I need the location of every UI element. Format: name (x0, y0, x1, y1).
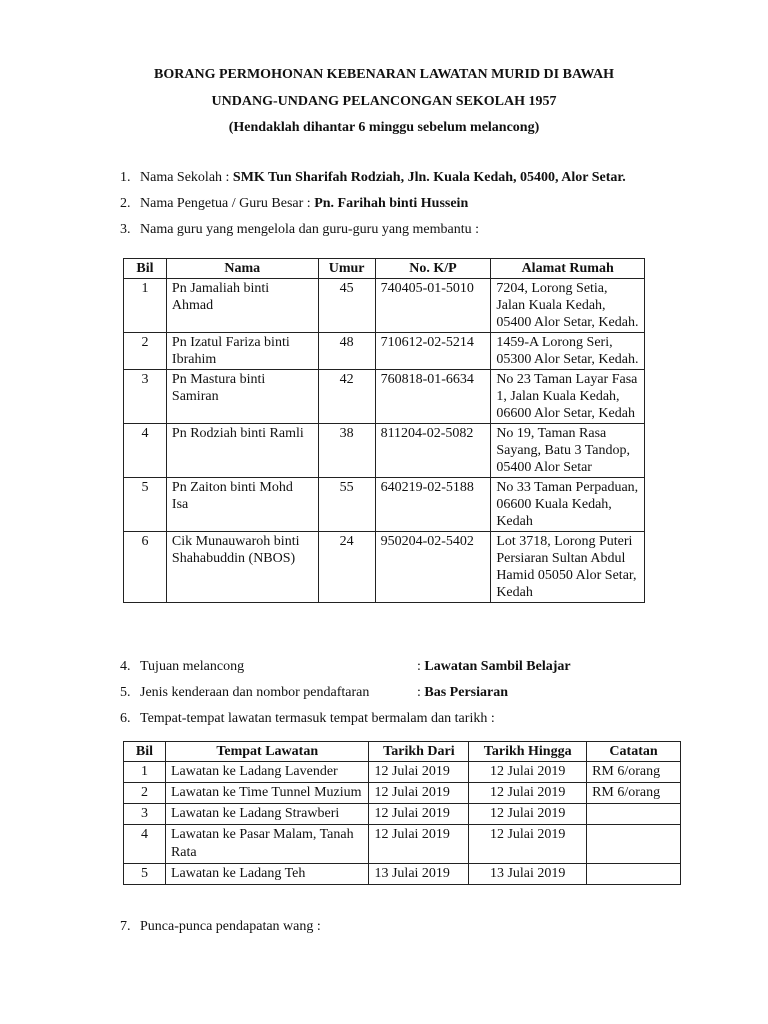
cell-tempat: Lawatan ke Pasar Malam, Tanah Rata (165, 825, 369, 864)
cell-kp: 950204-02-5402 (375, 532, 491, 603)
cell-alamat: No 19, Taman Rasa Sayang, Batu 3 Tandop, 05400 Alor Setar (491, 424, 645, 478)
cell-catatan (587, 825, 681, 864)
cell-kp: 760818-01-6634 (375, 370, 491, 424)
cell-alamat: 7204, Lorong Setia, Jalan Kuala Kedah, 05400 Alor Setar, Kedah. (491, 279, 645, 333)
cell-bil: 3 (124, 370, 167, 424)
col-header-tarikh-dari: Tarikh Dari (369, 742, 469, 762)
cell-bil: 2 (124, 783, 166, 804)
table-row (124, 279, 645, 333)
cell-nama: Pn Mastura binti Samiran (166, 370, 318, 424)
cell-bil: 2 (124, 333, 167, 370)
form-title-note: (Hendaklah dihantar 6 minggu sebelum melancong) (228, 120, 540, 135)
cell-tarikh-dari: 12 Julai 2019 (369, 762, 469, 783)
cell-nama: Cik Munauwaroh binti Shahabuddin (NBOS) (166, 532, 318, 603)
col-header-bil: Bil (124, 259, 167, 279)
cell-catatan: RM 6/orang (587, 762, 681, 783)
table-row (124, 424, 645, 478)
school-name-value: SMK Tun Sharifah Rodziah, Jln. Kuala Kedah, 05400, Alor Setar. (232, 170, 626, 185)
cell-kp: 811204-02-5082 (375, 424, 491, 478)
cell-bil: 6 (124, 532, 167, 603)
cell-tarikh-dari: 12 Julai 2019 (369, 783, 469, 804)
item-principal-name: 2. Nama Pengetua / Guru Besar : Pn. Farihah binti Hussein (120, 196, 469, 211)
places-header-row (124, 742, 681, 762)
col-header-kp: No. K/P (375, 259, 491, 279)
table-row (124, 762, 681, 783)
table-row (124, 864, 681, 885)
purpose-value: Lawatan Sambil Belajar (424, 659, 571, 674)
cell-nama: Pn Zaiton binti Mohd Isa (166, 478, 318, 532)
col-header-catatan: Catatan (587, 742, 681, 762)
teachers-table (123, 258, 645, 603)
cell-tempat: Lawatan ke Time Tunnel Muzium (165, 783, 369, 804)
item-funding-sources: 7. Punca-punca pendapatan wang : (120, 919, 321, 934)
item-vehicle: 5. Jenis kenderaan dan nombor pendaftaran : Bas Persiaran (120, 685, 508, 700)
item-places-heading: 6. Tempat-tempat lawatan termasuk tempat bermalam dan tarikh : (120, 711, 495, 726)
col-header-nama: Nama (166, 259, 318, 279)
cell-tarikh-hingga: 12 Julai 2019 (469, 804, 587, 825)
cell-nama: Pn Rodziah binti Ramli (166, 424, 318, 478)
vehicle-value: Bas Persiaran (424, 685, 508, 700)
col-header-bil: Bil (124, 742, 166, 762)
cell-bil: 5 (124, 864, 166, 885)
cell-kp: 640219-02-5188 (375, 478, 491, 532)
cell-tempat: Lawatan ke Ladang Strawberi (165, 804, 369, 825)
cell-tarikh-hingga: 12 Julai 2019 (469, 825, 587, 864)
form-title-line-1: BORANG PERMOHONAN KEBENARAN LAWATAN MURID DI BAWAH (154, 67, 614, 82)
cell-bil: 3 (124, 804, 166, 825)
cell-kp: 740405-01-5010 (375, 279, 491, 333)
cell-tarikh-dari: 12 Julai 2019 (369, 825, 469, 864)
col-header-tarikh-hingga: Tarikh Hingga (469, 742, 587, 762)
cell-umur: 55 (318, 478, 375, 532)
cell-alamat: Lot 3718, Lorong Puteri Persiaran Sultan Abdul Hamid 05050 Alor Setar, Kedah (491, 532, 645, 603)
cell-bil: 4 (124, 424, 167, 478)
col-header-alamat: Alamat Rumah (491, 259, 645, 279)
table-row (124, 478, 645, 532)
cell-catatan (587, 804, 681, 825)
cell-umur: 42 (318, 370, 375, 424)
teachers-header-row (124, 259, 645, 279)
cell-alamat: No 23 Taman Layar Fasa 1, Jalan Kuala Kedah, 06600 Alor Setar, Kedah (491, 370, 645, 424)
cell-tarikh-dari: 12 Julai 2019 (369, 804, 469, 825)
cell-bil: 4 (124, 825, 166, 864)
cell-catatan (587, 864, 681, 885)
item-school-name: 1. Nama Sekolah : SMK Tun Sharifah Rodziah, Jln. Kuala Kedah, 05400, Alor Setar. (120, 170, 626, 185)
cell-alamat: No 33 Taman Perpaduan, 06600 Kuala Kedah, Kedah (491, 478, 645, 532)
places-table (123, 741, 681, 885)
principal-name-value: Pn. Farihah binti Hussein (314, 196, 469, 211)
cell-alamat: 1459-A Lorong Seri, 05300 Alor Setar, Kedah. (491, 333, 645, 370)
cell-tarikh-hingga: 13 Julai 2019 (469, 864, 587, 885)
cell-nama: Pn Izatul Fariza binti Ibrahim (166, 333, 318, 370)
cell-catatan: RM 6/orang (587, 783, 681, 804)
table-row (124, 532, 645, 603)
table-row (124, 333, 645, 370)
cell-umur: 48 (318, 333, 375, 370)
item-teachers-heading: 3. Nama guru yang mengelola dan guru-guru yang membantu : (120, 222, 480, 237)
cell-tempat: Lawatan ke Ladang Teh (165, 864, 369, 885)
cell-tarikh-dari: 13 Julai 2019 (369, 864, 469, 885)
cell-tarikh-hingga: 12 Julai 2019 (469, 762, 587, 783)
cell-tempat: Lawatan ke Ladang Lavender (165, 762, 369, 783)
cell-bil: 1 (124, 762, 166, 783)
form-title-line-2: UNDANG-UNDANG PELANCONGAN SEKOLAH 1957 (211, 94, 557, 109)
cell-kp: 710612-02-5214 (375, 333, 491, 370)
table-row (124, 825, 681, 864)
item-purpose: 4. Tujuan melancong : Lawatan Sambil Belajar (120, 659, 571, 674)
cell-tarikh-hingga: 12 Julai 2019 (469, 783, 587, 804)
cell-bil: 1 (124, 279, 167, 333)
cell-bil: 5 (124, 478, 167, 532)
table-row (124, 804, 681, 825)
cell-umur: 38 (318, 424, 375, 478)
col-header-tempat: Tempat Lawatan (165, 742, 369, 762)
cell-umur: 45 (318, 279, 375, 333)
cell-umur: 24 (318, 532, 375, 603)
table-row (124, 370, 645, 424)
cell-nama: Pn Jamaliah binti Ahmad (166, 279, 318, 333)
table-row (124, 783, 681, 804)
col-header-umur: Umur (318, 259, 375, 279)
